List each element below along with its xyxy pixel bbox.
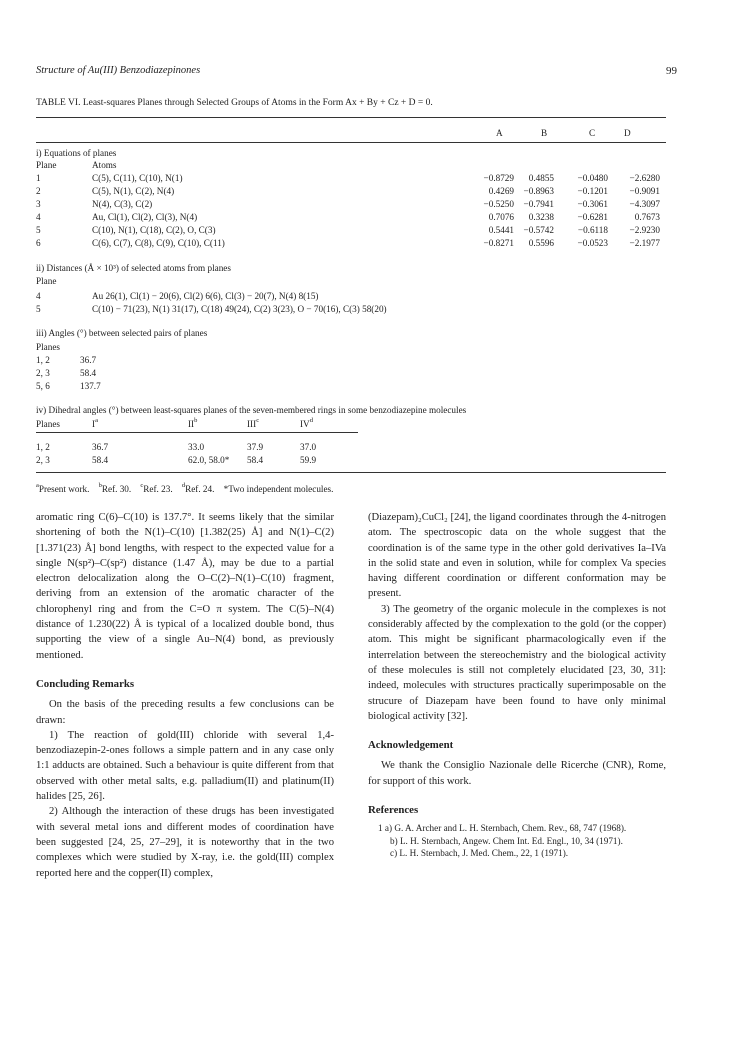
left-column [36,510,334,881]
column-label: Planes [36,342,60,352]
section-heading: Concluding Remarks [36,677,135,690]
coef-b: 0.5596 [528,238,554,248]
body-paragraph: 1) The reaction of gold(III) chloride with several 1,4-benzodiazepin-2-ones follows a simple pattern and in any case only 1:1 adducts are obtained. Such a behaviour is quite different from that observed with other metal salts, e.g. palladium(II) and platinum(II) halides [25, 26]. [36,729,334,803]
plane-pair: 1, 2 [36,442,50,452]
section-title: iii) Angles (°) between selected pairs of planes [36,328,208,338]
plane-pair: 5, 6 [36,381,50,391]
coef-c: −0.0480 [577,173,608,183]
body-paragraph: On the basis of the preceding results a few conclusions can be drawn: [36,699,334,726]
body-paragraph: 2) Although the interaction of these drugs has been investigated with several metal ions and different modes of coordination have been suggested [24, 25, 27–29], it is noteworthy that in the two complexes which were studied by X-ray, i.e. the gold(III) complex reported here and the copper(II) complex, [36,806,334,879]
table-top-rule [36,117,666,118]
col-header-b: B [541,128,548,138]
dihedral-value: 58.4 [92,455,109,465]
coef-c: −0.1201 [577,186,608,196]
section-title: i) Equations of planes [36,148,117,158]
right-column [368,510,666,860]
coef-b: 0.3238 [528,212,554,222]
plane-number: 4 [36,212,41,222]
running-title: Structure of Au(III) Benzodiazepinones [36,65,201,76]
coef-c: −0.3061 [577,199,608,209]
coef-b: −0.5742 [523,225,554,235]
coef-a: 0.5441 [488,225,514,235]
col-header-d: D [624,128,631,138]
subtable-rule [36,432,358,433]
plane-atoms: Au, Cl(1), Cl(2), Cl(3), N(4) [92,212,198,222]
coef-a: 0.7076 [488,212,514,222]
coef-d: −2.9230 [629,225,660,235]
column-label: Planes [36,419,60,429]
angle-value: 58.4 [80,368,97,378]
coef-a: 0.4269 [488,186,514,196]
column-label: $I^a$ [92,417,98,429]
body-paragraph: (Diazepam)₂CuCl₂ [24], the ligand coordinates through the 4-nitrogen atom. The spectroscopic data on the whole suggest that the coordination is of the same type in the other gold derivatives Ia–IVa in the solid state and even in solution, while for complex Va species having different coordination or different conformation may be present. [368,512,666,600]
plane-pair: 2, 3 [36,455,50,465]
plane-number: 5 [36,304,41,314]
reference-item: 1 a) G. A. Archer and L. H. Sternbach, Chem. Rev., 68, 747 (1968). [378,823,627,834]
coef-a: −0.8729 [483,173,514,183]
coef-c: −0.0523 [577,238,608,248]
coef-a: −0.5250 [483,199,514,209]
distance-values: C(10) − 71(23), N(1) 31(17), C(18) 49(24), C(2) 3(23), O − 70(16), C(3) 58(20) [92,304,387,314]
angle-value: 137.7 [80,381,101,391]
column-label: III$^c$ [247,417,260,429]
dihedral-value: 37.0 [300,442,317,452]
coef-a: −0.8271 [483,238,514,248]
reference-item: b) L. H. Sternbach, Angew. Chem Int. Ed. Engl., 10, 34 (1971). [390,835,623,846]
section-title: ii) Distances (Å × 10³) of selected atoms from planes [36,263,231,273]
coef-b: −0.7941 [523,199,554,209]
dihedral-value: 62.0, 58.0* [188,455,230,465]
body-paragraph: 3) The geometry of the organic molecule in the complexes is not considerably affected by the complexation to the gold (or the copper) atom. This might be significant pharmacologically even if the interrelation between the stereochemistry and the biological activity of these molecules is still not completely elucidated [23, 30, 31]: indeed, molecules with structures practically superimposable on the strucure of Diazepam have been found to have only minimal biological activity [32]. [368,603,666,722]
dihedral-value: 58.4 [247,455,264,465]
coef-d: 0.7673 [634,212,660,222]
plane-number: 2 [36,186,41,196]
dihedral-value: 36.7 [92,442,109,452]
column-label: Plane [36,160,57,170]
coef-d: −2.1977 [629,238,660,248]
angle-value: 36.7 [80,355,97,365]
section-title: iv) Dihedral angles (°) between least-squares planes of the seven-membered rings in some benzodiazepine molecules [36,405,467,415]
body-paragraph: We thank the Consiglio Nazionale delle Ricerche (CNR), Rome, for support of this work. [368,760,666,787]
plane-atoms: C(6), C(7), C(8), C(9), C(10), C(11) [92,238,225,248]
coef-d: −2.6280 [629,173,660,183]
table-bottom-rule [36,472,666,473]
plane-number: 1 [36,173,41,183]
coef-b: −0.8963 [523,186,554,196]
coef-d: −0.9091 [629,186,660,196]
column-label: Plane [36,276,57,286]
table-caption: TABLE VI. Least-squares Planes through Selected Groups of Atoms in the Form Ax + By + Cz + D = 0. [36,98,433,108]
coef-b: 0.4855 [528,173,554,183]
plane-pair: 2, 3 [36,368,50,378]
plane-number: 6 [36,238,41,248]
col-header-a: A [496,128,503,138]
coef-d: −4.3097 [629,199,660,209]
column-label: $IV^d$ [300,417,313,429]
table-footnotes: $^a$Present work. $^b$Ref. 30. $^c$Ref. 23. $^d$Ref. 24. *Two independent molecules. [36,482,334,494]
reference-item: c) L. H. Sternbach, J. Med. Chem., 22, 1 (1971). [390,848,569,859]
coef-c: −0.6281 [577,212,608,222]
table-header-rule [36,142,666,143]
column-label: Atoms [92,160,117,170]
plane-number: 4 [36,291,41,301]
coef-c: −0.6118 [577,225,608,235]
references-list [368,822,666,859]
dihedral-value: 59.9 [300,455,317,465]
plane-atoms: N(4), C(3), C(2) [92,199,153,209]
plane-atoms: C(5), N(1), C(2), N(4) [92,186,175,196]
page-number: 99 [666,65,677,77]
section-heading: Acknowledgement [368,739,454,752]
plane-number: 5 [36,225,41,235]
plane-atoms: C(5), C(11), C(10), N(1) [92,173,183,183]
column-label: $II^b$ [188,417,198,429]
dihedral-value: 33.0 [188,442,205,452]
dihedral-value: 37.9 [247,442,264,452]
distance-values: Au 26(1), Cl(1) − 20(6), Cl(2) 6(6), Cl(3) − 20(7), N(4) 8(15) [92,291,319,301]
plane-number: 3 [36,199,41,209]
body-paragraph: aromatic ring C(6)–C(10) is 137.7°. It seems likely that the similar shortening of both the N(1)–C(10) [1.382(25) Å] and N(1)–C(2) [1.371(23) Å] bond lengths, with respect to the expected value for a single N(sp²)–C(sp²) distance (1.47 Å), may be due to a partial electron delocalization along the O–C(2)–N(1)–C(10) fragment, deriving from an extension of the aromatic character of the chlorophenyl ring and from the C=O π system. The C(5)–N(4) distance of 1.230(22) Å is typical of a localized double bond, thus supporting the view of a single Au–N(4) bond, as previously mentioned. [36,512,334,661]
section-heading: References [368,804,419,817]
plane-atoms: C(10), N(1), C(18), C(2), O, C(3) [92,225,216,235]
col-header-c: C [589,128,596,138]
plane-pair: 1, 2 [36,355,50,365]
